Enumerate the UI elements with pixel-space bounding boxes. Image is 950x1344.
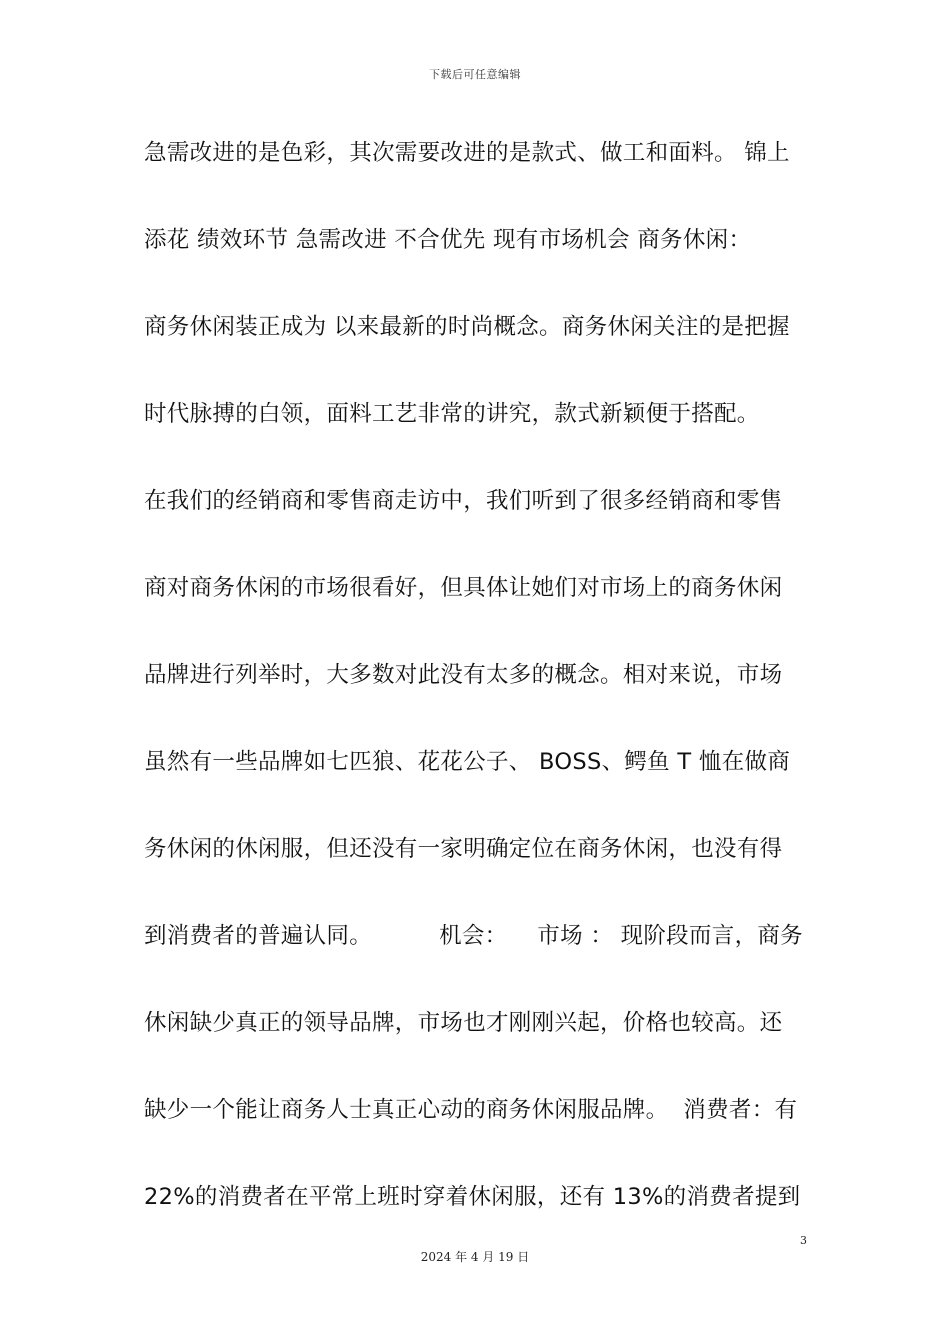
text-line: 急需改进的是色彩，其次需要改进的是款式、做工和面料。 锦上 [144, 140, 790, 166]
text-line: 22%的消费者在平常上班时穿着休闲服，还有 13%的消费者提到 [144, 1184, 801, 1210]
text-line: 添花 绩效环节 急需改进 不合优先 现有市场机会 商务休闲： [144, 227, 752, 253]
text-line: 品牌进行列举时，大多数对此没有太多的概念。相对来说，市场 [144, 662, 783, 688]
text-line: 休闲缺少真正的领导品牌，市场也才刚刚兴起，价格也较高。还 [144, 1010, 783, 1036]
footer-date: 2024 年 4 月 19 日 [420, 1250, 530, 1264]
text-line: 商对商务休闲的市场很看好，但具体让她们对市场上的商务休闲 [144, 575, 783, 601]
text-line: 时代脉搏的白领，面料工艺非常的讲究，款式新颖便于搭配。 [144, 401, 760, 427]
page-header: 下载后可任意编辑 [429, 68, 521, 81]
text-line: 在我们的经销商和零售商走访中，我们听到了很多经销商和零售 [144, 488, 783, 514]
text-line: 缺少一个能让商务人士真正心动的商务休闲服品牌。 消费者：有 [144, 1097, 798, 1123]
text-line: 务休闲的休闲服，但还没有一家明确定位在商务休闲，也没有得 [144, 836, 783, 862]
page-number: 3 [800, 1234, 807, 1247]
body-text [144, 132, 808, 1263]
text-line: 到消费者的普遍认同。 机会： 市场 ： 现阶段而言，商务 [144, 923, 803, 949]
text-line: 商务休闲装正成为 以来最新的时尚概念。商务休闲关注的是把握 [144, 314, 790, 340]
text-line: 虽然有一些品牌如七匹狼、花花公子、 BOSS、鳄鱼 T 恤在做商 [144, 749, 791, 775]
